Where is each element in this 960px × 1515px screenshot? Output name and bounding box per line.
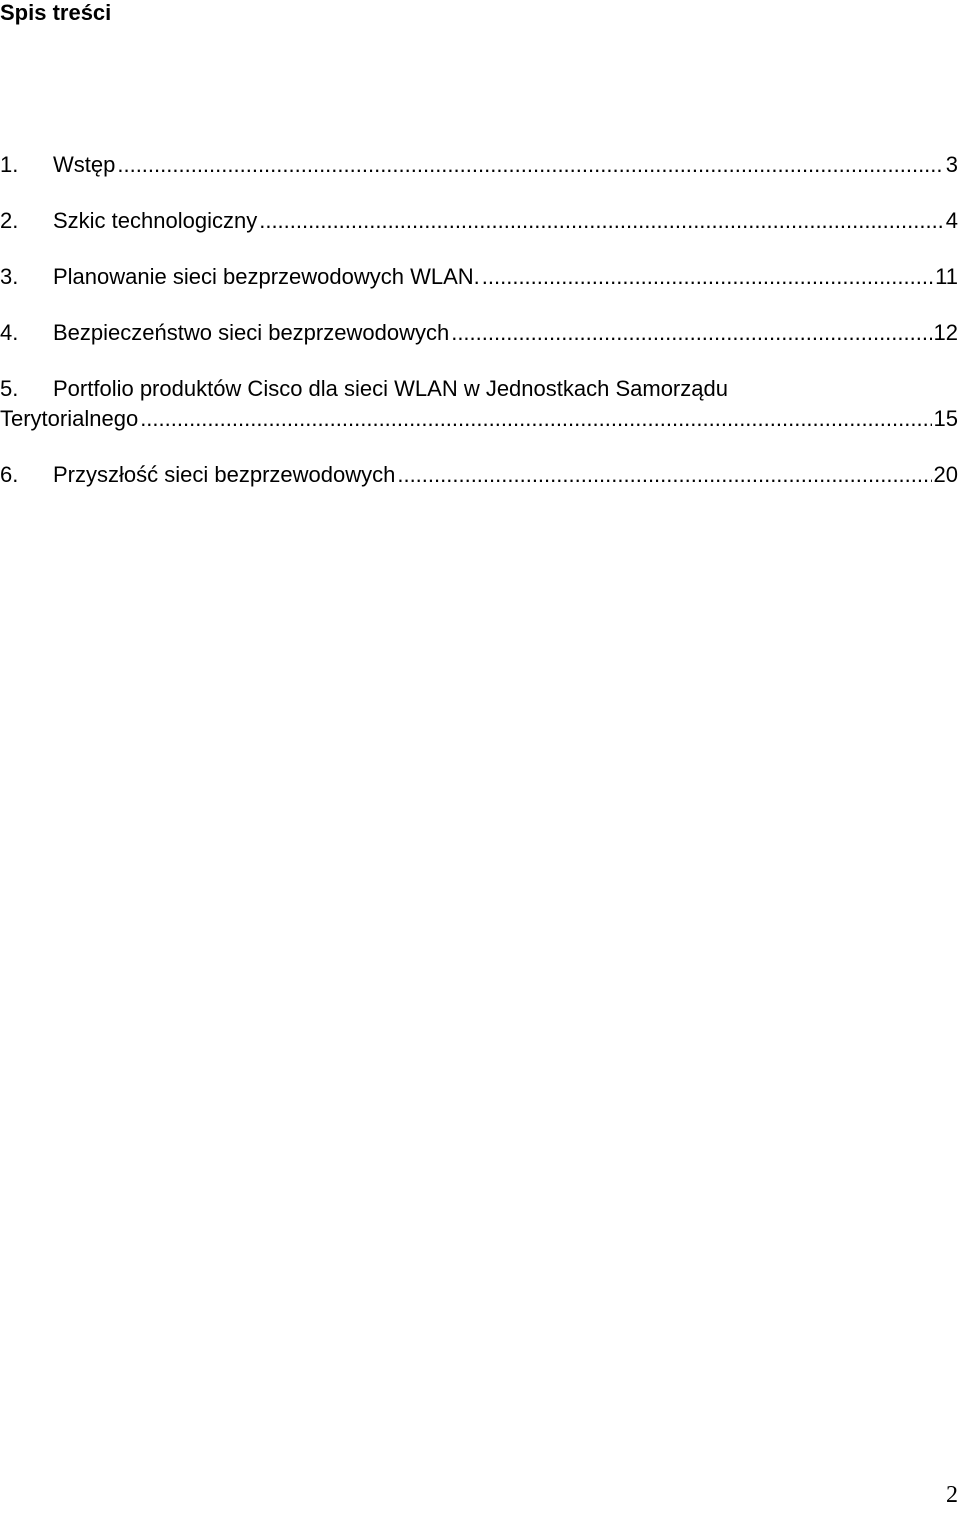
dot-leader — [117, 150, 943, 180]
toc-entry-title: Przyszłość sieci bezprzewodowych — [53, 462, 396, 487]
table-of-contents — [0, 150, 960, 516]
toc-entry-1[interactable] — [0, 150, 960, 180]
toc-entry-page: 11 — [935, 264, 958, 289]
toc-entry-title: Bezpieczeństwo sieci bezprzewodowych — [53, 320, 450, 345]
toc-entry-number: 3. — [0, 264, 19, 289]
toc-entry-page: 12 — [933, 320, 958, 345]
dot-leader — [259, 206, 944, 236]
toc-entry-number: 1. — [0, 152, 19, 177]
toc-entry-title: Szkic technologiczny — [53, 208, 258, 233]
toc-entry-6[interactable] — [0, 460, 960, 490]
toc-entry-number: 4. — [0, 320, 19, 345]
toc-entry-page: 20 — [933, 462, 958, 487]
toc-entry-number: 6. — [0, 462, 19, 487]
toc-entry-title: Planowanie sieci bezprzewodowych WLAN. — [53, 264, 480, 289]
toc-entry-4[interactable] — [0, 318, 960, 348]
toc-entry-number: 2. — [0, 208, 19, 233]
toc-entry-number: 5. — [0, 376, 19, 401]
toc-entry-page: 3 — [945, 152, 958, 177]
toc-entry-page: 15 — [933, 406, 958, 431]
dot-leader — [451, 318, 931, 348]
page-number: 2 — [946, 1482, 958, 1508]
dot-leader — [140, 404, 931, 434]
toc-entry-2[interactable] — [0, 206, 960, 236]
dot-leader — [397, 460, 931, 490]
toc-entry-5[interactable] — [0, 374, 960, 434]
toc-entry-page: 4 — [945, 208, 958, 233]
toc-entry-3[interactable] — [0, 262, 960, 292]
toc-entry-title-continued: Terytorialnego — [0, 406, 139, 431]
page-title: Spis treści — [0, 0, 112, 25]
dot-leader — [482, 262, 933, 292]
toc-entry-title: Wstęp — [53, 152, 116, 177]
toc-entry-title: Portfolio produktów Cisco dla sieci WLAN w Jednostkach Samorządu — [53, 376, 728, 401]
